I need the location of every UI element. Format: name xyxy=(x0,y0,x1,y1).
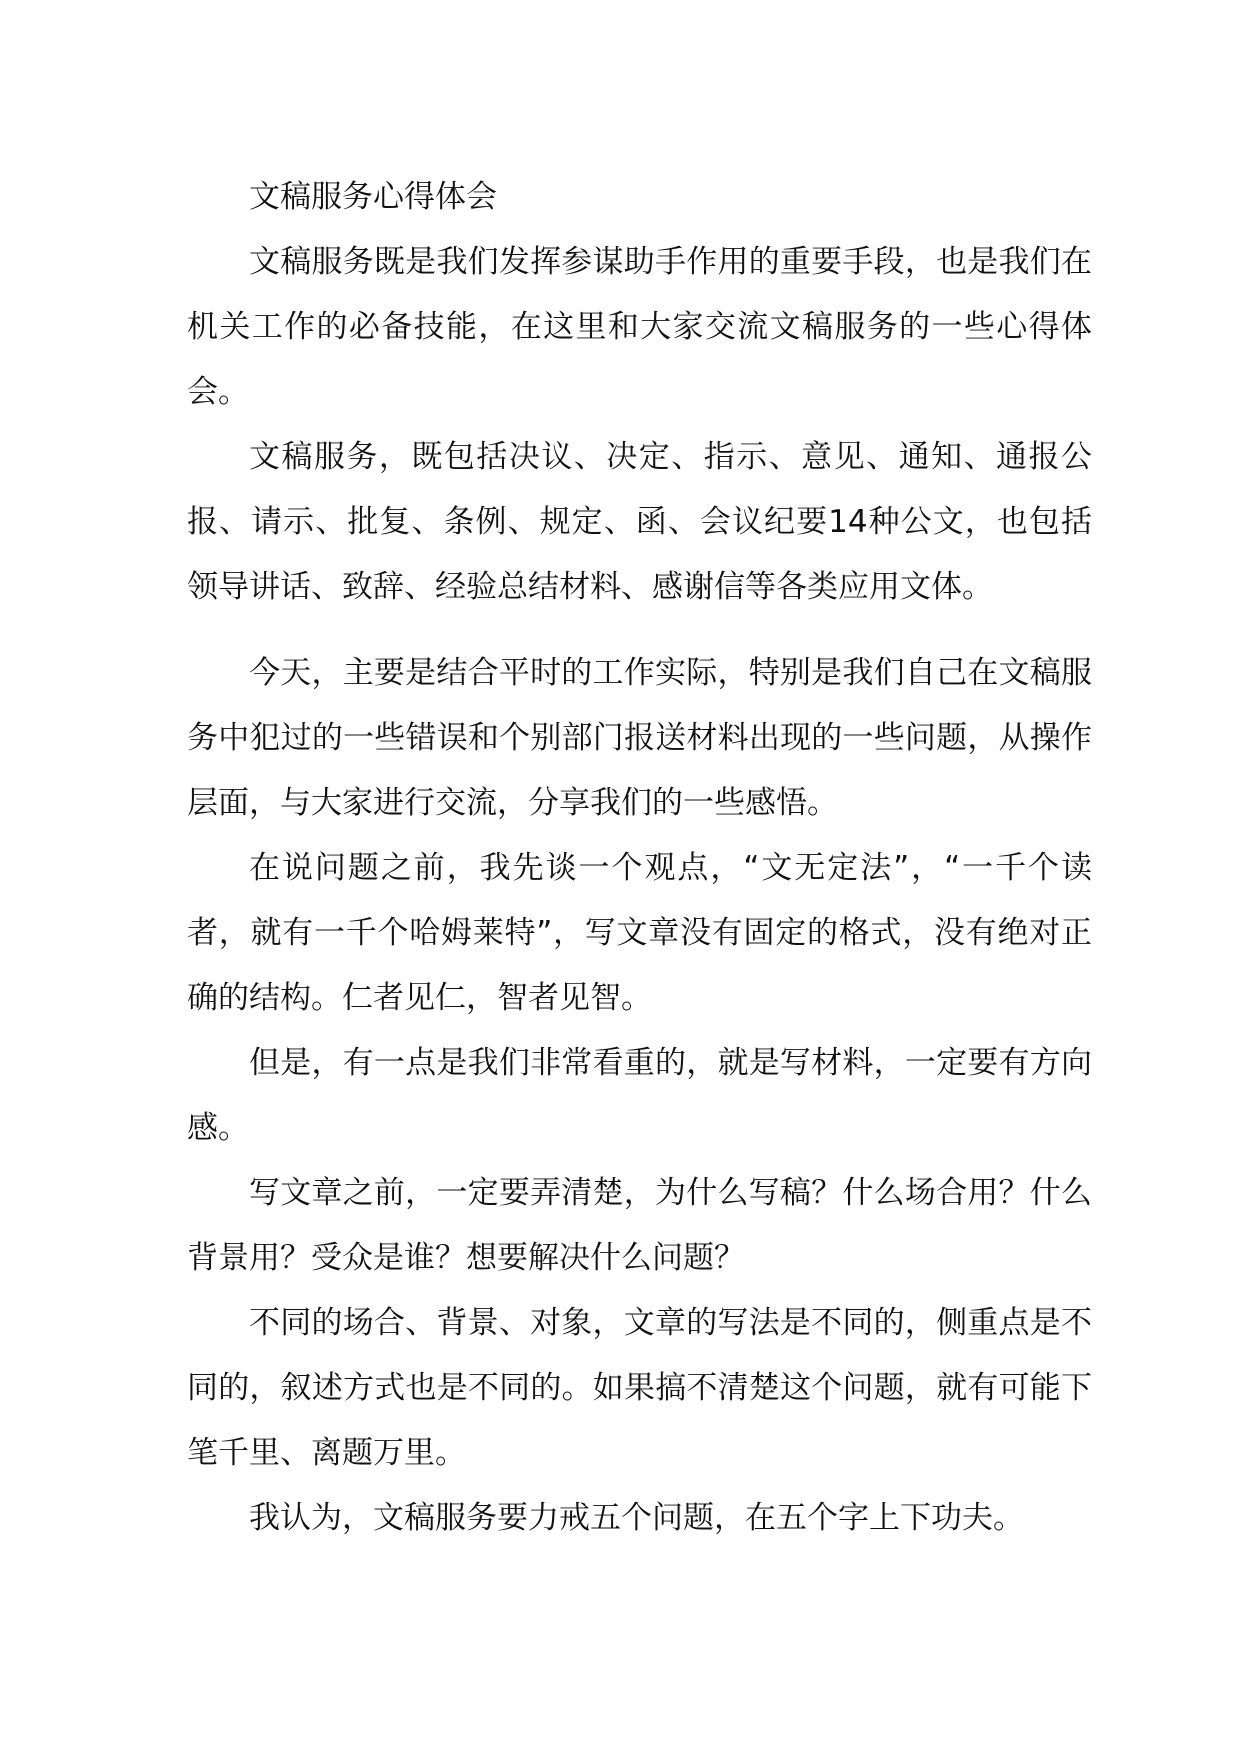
document-title: 文稿服务心得体会 xyxy=(249,179,497,215)
paragraph-intro: 文稿服务既是我们发挥参谋助手作用的重要手段，也是我们在机关工作的必备技能，在这里和大家交流文稿服务的一些心得体会。 xyxy=(187,244,1092,410)
paragraph-today: 今天，主要是结合平时的工作实际，特别是我们自己在文稿服务中犯过的一些错误和个别部门报送材料出现的一些问题，从操作层面，与大家进行交流，分享我们的一些感悟。 xyxy=(187,655,1092,821)
paragraph-document-types: 文稿服务，既包括决议、决定、指示、意见、通知、通报公报、请示、批复、条例、规定、函、会议纪要14种公文，也包括领导讲话、致辞、经验总结材料、感谢信等各类应用文体。 xyxy=(187,439,1092,605)
paragraph-conclusion: 我认为，文稿服务要力戒五个问题，在五个字上下功夫。 xyxy=(249,1500,1024,1536)
document-body xyxy=(187,165,1092,1551)
paragraph-viewpoint: 在说问题之前，我先谈一个观点，“文无定法”，“一千个读者，就有一千个哈姆莱特”，写文章没有固定的格式，没有绝对正确的结构。仁者见仁，智者见智。 xyxy=(187,850,1092,1016)
paragraph-spacer xyxy=(187,620,1092,641)
paragraph-questions: 写文章之前，一定要弄清楚，为什么写稿？什么场合用？什么背景用？受众是谁？想要解决什么问题？ xyxy=(187,1175,1092,1276)
paragraph-direction: 但是，有一点是我们非常看重的，就是写材料，一定要有方向感。 xyxy=(187,1045,1092,1146)
paragraph-differences: 不同的场合、背景、对象，文章的写法是不同的，侧重点是不同的，叙述方式也是不同的。如果搞不清楚这个问题，就有可能下笔千里、离题万里。 xyxy=(187,1305,1092,1471)
